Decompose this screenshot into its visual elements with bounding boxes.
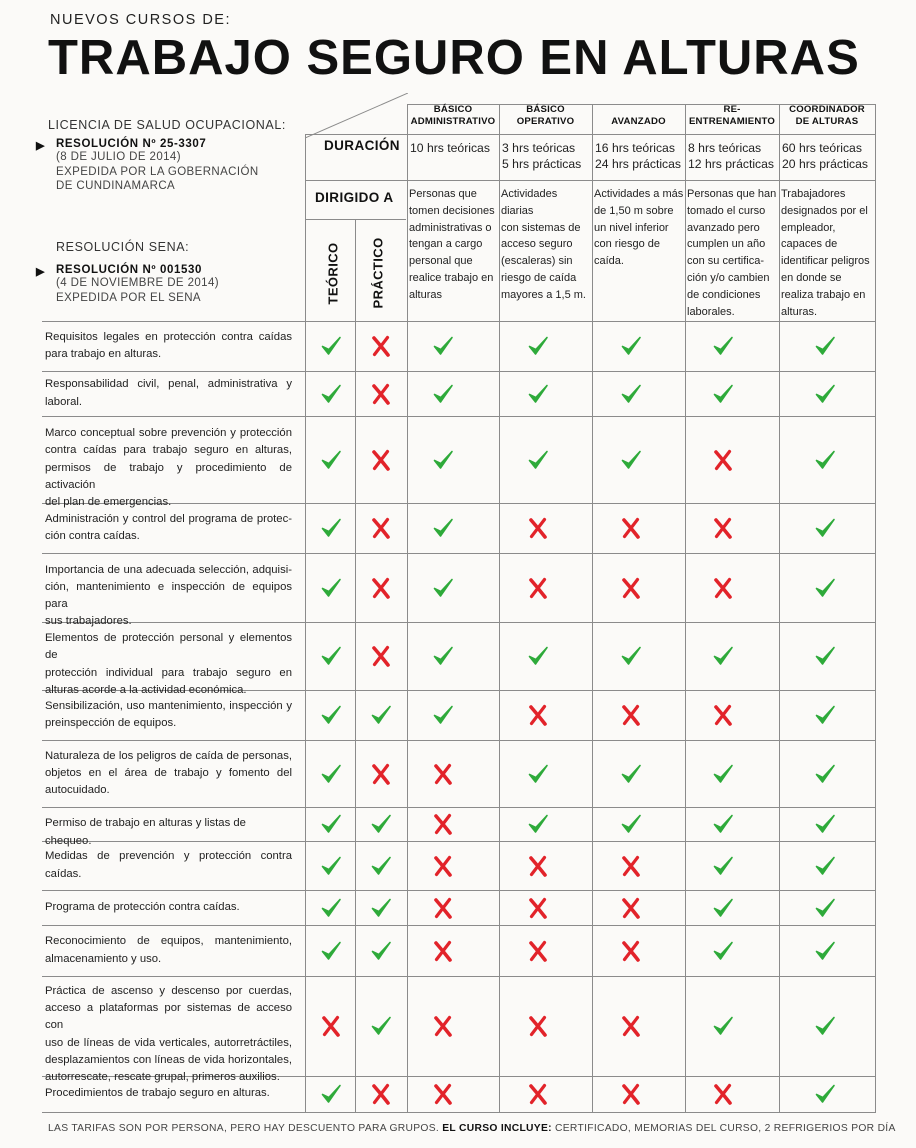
- triangle-right-icon: ▶: [36, 140, 46, 152]
- dirigido-line: mayores a 1,5 m.: [501, 288, 586, 301]
- dirigido-line: (escaleras) sin: [501, 255, 573, 268]
- check-icon: [370, 855, 392, 877]
- cross-icon: [370, 645, 392, 667]
- column-header-line2: DE ALTURAS: [795, 116, 859, 127]
- cross-icon: [432, 763, 454, 785]
- grid-hline: [42, 553, 876, 554]
- dirigido-line: en donde se: [781, 271, 842, 284]
- teorico-label: TEÓRICO: [325, 242, 341, 305]
- topic-line: autocuidado.: [45, 784, 110, 797]
- dirigido-line: Actividades a más: [594, 188, 684, 200]
- check-icon: [370, 704, 392, 726]
- check-icon: [370, 897, 392, 919]
- check-icon: [527, 383, 549, 405]
- check-icon: [814, 1015, 836, 1037]
- cross-icon: [432, 813, 454, 835]
- check-icon: [320, 449, 342, 471]
- check-icon: [814, 645, 836, 667]
- check-icon: [620, 335, 642, 357]
- column-header: [407, 104, 499, 134]
- topic-line: Administración y control del programa de protec-: [45, 512, 292, 525]
- footer-text: LAS TARIFAS SON POR PERSONA, PERO HAY DESCUENTO PARA GRUPOS.: [48, 1123, 440, 1134]
- dirigido-line: tengan a cargo: [409, 238, 483, 251]
- dirigido-cell: [781, 186, 874, 320]
- dirigido-line: avanzado pero: [687, 221, 760, 234]
- duration-cell: [410, 140, 498, 156]
- dirigido-line: designados por el: [781, 204, 868, 217]
- topic-line: Marco conceptual sobre prevención y protección: [45, 427, 292, 440]
- check-icon: [712, 1015, 734, 1037]
- dirigido-line: con riesgo de: [594, 238, 661, 251]
- duration-cell: [595, 140, 684, 172]
- topic-row-label: [45, 562, 292, 631]
- grid-hline: [42, 371, 876, 372]
- column-header-line1: BÁSICO: [526, 104, 565, 115]
- check-icon: [527, 813, 549, 835]
- cross-icon: [620, 517, 642, 539]
- duration-line1: 8 hrs teóricas: [688, 141, 762, 155]
- cross-icon: [712, 517, 734, 539]
- triangle-right-icon: ▶: [36, 266, 46, 278]
- grid-vline: [875, 104, 876, 1112]
- check-icon: [320, 704, 342, 726]
- column-header-line2: ADMINISTRATIVO: [410, 116, 496, 127]
- topic-line: alturas acorde a la actividad económica.: [45, 683, 247, 696]
- topic-line: Sensibilización, uso mantenimiento, inspección y: [45, 699, 292, 712]
- cross-icon: [370, 1083, 392, 1105]
- check-icon: [527, 335, 549, 357]
- cross-icon: [620, 897, 642, 919]
- cross-icon: [620, 577, 642, 599]
- topic-line: preinspección de equipos.: [45, 717, 177, 729]
- licencia-resolution-text: RESOLUCIÓN Nº 25-3307: [56, 138, 207, 150]
- check-icon: [814, 813, 836, 835]
- check-icon: [527, 449, 549, 471]
- duration-line2: 20 hrs prácticas: [782, 157, 869, 171]
- check-icon: [432, 645, 454, 667]
- column-header-line1: [592, 104, 685, 116]
- grid-vline: [305, 134, 306, 1112]
- check-icon: [370, 940, 392, 962]
- topic-line: Reconocimiento de equipos, mantenimiento,: [45, 935, 292, 948]
- topic-row-label: [45, 848, 292, 882]
- topic-row-label: [45, 630, 292, 699]
- dirigido-line: Personas que: [409, 188, 477, 200]
- grid-hline: [42, 740, 876, 741]
- duration-line1: 10 hrs teóricas: [410, 141, 490, 155]
- dirigido-line: de condiciones: [687, 288, 761, 301]
- dirigido-cell: [501, 186, 591, 304]
- dirigido-line: tomen decisiones: [409, 204, 495, 217]
- check-icon: [814, 335, 836, 357]
- topic-line: uso de líneas de vida verticales, autorretráctiles,: [45, 1036, 292, 1049]
- cross-icon: [527, 577, 549, 599]
- footer-note: [48, 1123, 896, 1134]
- dirigido-line: ción y/o cambien: [687, 271, 770, 284]
- grid-hline: [42, 1112, 876, 1113]
- topic-row-label: [45, 376, 292, 410]
- check-icon: [527, 763, 549, 785]
- topic-line: Requisitos legales en protección contra caídas: [45, 330, 292, 343]
- check-icon: [814, 897, 836, 919]
- licencia-block: [36, 118, 286, 194]
- page-title: TRABAJO SEGURO EN ALTURAS: [48, 31, 860, 85]
- dirigido-line: Trabajadores: [781, 188, 846, 200]
- topic-row-label: [45, 698, 292, 732]
- dirigido-line: empleador,: [781, 221, 836, 234]
- grid-hline: [42, 976, 876, 977]
- check-icon: [320, 383, 342, 405]
- grid-hline: [42, 925, 876, 926]
- licencia-label: LICENCIA DE SALUD OCUPACIONAL:: [48, 118, 286, 132]
- dirigido-line: Personas que han: [687, 188, 777, 200]
- check-icon: [620, 383, 642, 405]
- practico-label: PRÁCTICO: [370, 237, 386, 309]
- duration-cell: [502, 140, 591, 172]
- column-header: [592, 104, 685, 134]
- dirigido-line: laborales.: [687, 305, 735, 318]
- topic-row-label: [45, 748, 292, 800]
- sena-label: RESOLUCIÓN SENA:: [56, 240, 190, 254]
- topic-line: autorrescate, rescate grupal, primeros auxilios.: [45, 1071, 280, 1084]
- check-icon: [712, 763, 734, 785]
- dirigido-line: acceso seguro: [501, 238, 573, 251]
- licencia-issuer-1: EXPEDIDA POR LA GOBERNACIÓN: [56, 165, 259, 178]
- cross-icon: [432, 897, 454, 919]
- duration-line2: 5 hrs prácticas: [502, 157, 582, 171]
- cross-icon: [370, 763, 392, 785]
- cross-icon: [620, 1083, 642, 1105]
- topic-line: ción contra caídas.: [45, 530, 140, 542]
- duration-line2: 24 hrs prácticas: [595, 157, 682, 171]
- grid-hline: [305, 134, 876, 135]
- cross-icon: [712, 1083, 734, 1105]
- cross-icon: [527, 897, 549, 919]
- topic-row-label: [45, 1085, 292, 1102]
- duracion-label: DURACIÓN: [324, 138, 400, 153]
- cross-icon: [370, 383, 392, 405]
- topic-row-label: [45, 425, 292, 511]
- topic-line: caídas.: [45, 867, 82, 880]
- cross-icon: [370, 335, 392, 357]
- check-icon: [432, 577, 454, 599]
- check-icon: [527, 645, 549, 667]
- topic-line: objetos en el área de trabajo y fomento del: [45, 766, 292, 779]
- check-icon: [320, 940, 342, 962]
- footer-rest: CERTIFICADO, MEMORIAS DEL CURSO, 2 REFRIGERIOS POR DÍA: [555, 1123, 896, 1134]
- duration-line1: 60 hrs teóricas: [782, 141, 862, 155]
- duration-cell: [782, 140, 874, 172]
- topic-line: protección individual para trabajo seguro en: [45, 666, 292, 679]
- check-icon: [370, 813, 392, 835]
- dirigido-line: alturas: [409, 288, 443, 301]
- check-icon: [712, 855, 734, 877]
- topic-line: Programa de protección contra caídas.: [45, 900, 240, 913]
- check-icon: [432, 517, 454, 539]
- check-icon: [320, 813, 342, 835]
- grid-vline: [779, 104, 780, 1112]
- check-icon: [432, 383, 454, 405]
- grid-hline: [42, 890, 876, 891]
- topic-line: contra caídas para trabajo seguro en alturas,: [45, 444, 292, 457]
- check-icon: [432, 449, 454, 471]
- column-header-line2: AVANZADO: [611, 116, 666, 127]
- sena-issuer: EXPEDIDA POR EL SENA: [56, 291, 201, 304]
- check-icon: [620, 763, 642, 785]
- grid-hline: [42, 807, 876, 808]
- cross-icon: [620, 704, 642, 726]
- dirigido-line: cumplen un año: [687, 238, 766, 251]
- check-icon: [712, 813, 734, 835]
- dirigido-line: riesgo de caída: [501, 271, 577, 284]
- topic-line: almacenamiento y uso.: [45, 952, 162, 965]
- grid-vline: [407, 104, 408, 1112]
- topic-line: Medidas de prevención y protección contra: [45, 850, 292, 863]
- dirigido-line: alturas.: [781, 305, 818, 318]
- check-icon: [712, 383, 734, 405]
- grid-vline: [685, 104, 686, 1112]
- cross-icon: [370, 517, 392, 539]
- topic-row-label: [45, 511, 292, 545]
- cross-icon: [527, 704, 549, 726]
- licencia-issuer-2: DE CUNDINAMARCA: [56, 180, 176, 192]
- check-icon: [620, 813, 642, 835]
- topic-row-label: [45, 815, 292, 849]
- grid-hline: [42, 321, 876, 322]
- topic-row-label: [45, 329, 292, 363]
- topic-line: desplazamientos con líneas de vida horizontales,: [45, 1053, 292, 1066]
- check-icon: [320, 763, 342, 785]
- cross-icon: [527, 517, 549, 539]
- column-header-line2: ENTRENAMIENTO: [688, 116, 776, 127]
- dirigido-line: Actividades diarias: [501, 188, 558, 217]
- cross-icon: [620, 1015, 642, 1037]
- dirigido-line: caída.: [594, 255, 624, 268]
- check-icon: [814, 763, 836, 785]
- topic-line: laboral.: [45, 395, 83, 408]
- duration-line1: 3 hrs teóricas: [502, 141, 576, 155]
- cross-icon: [432, 1015, 454, 1037]
- dirigido-line: administrativas o: [409, 221, 492, 234]
- check-icon: [620, 645, 642, 667]
- cross-icon: [432, 940, 454, 962]
- check-icon: [620, 449, 642, 471]
- check-icon: [432, 704, 454, 726]
- topic-line: Naturaleza de los peligros de caída de personas,: [45, 749, 292, 762]
- topic-line: Importancia de una adecuada selección, adquisi-: [45, 563, 292, 576]
- check-icon: [320, 897, 342, 919]
- check-icon: [712, 335, 734, 357]
- header-diagonal: [305, 93, 408, 138]
- check-icon: [712, 897, 734, 919]
- cross-icon: [712, 577, 734, 599]
- column-header-line2: OPERATIVO: [516, 116, 575, 127]
- licencia-date: (8 DE JULIO DE 2014): [56, 151, 181, 163]
- cross-icon: [432, 1083, 454, 1105]
- sena-resolution-text: RESOLUCIÓN Nº 001530: [56, 264, 202, 276]
- topic-line: Práctica de ascenso y descenso por cuerdas,: [45, 985, 292, 997]
- cross-icon: [370, 577, 392, 599]
- check-icon: [712, 940, 734, 962]
- check-icon: [814, 1083, 836, 1105]
- grid-vline: [355, 219, 356, 1112]
- dirigido-label: DIRIGIDO A: [315, 190, 394, 205]
- topic-line: Elementos de protección personal y elementos de: [45, 632, 292, 662]
- check-icon: [712, 645, 734, 667]
- cross-icon: [432, 855, 454, 877]
- check-icon: [320, 645, 342, 667]
- check-icon: [814, 704, 836, 726]
- cross-icon: [712, 704, 734, 726]
- topic-line: Responsabilidad civil, penal, administrativa y: [45, 378, 292, 391]
- dirigido-cell: [594, 186, 684, 270]
- duration-line2: 12 hrs prácticas: [688, 157, 775, 171]
- check-icon: [814, 517, 836, 539]
- topic-line: para trabajo en alturas.: [45, 348, 162, 360]
- check-icon: [814, 577, 836, 599]
- dirigido-line: con sistemas de: [501, 221, 581, 234]
- column-header: [499, 104, 592, 134]
- dirigido-line: capaces de: [781, 238, 838, 251]
- check-icon: [320, 1083, 342, 1105]
- check-icon: [320, 517, 342, 539]
- column-header: [779, 104, 875, 134]
- grid-vline: [592, 104, 593, 1112]
- topic-line: Procedimientos de trabajo seguro en alturas.: [45, 1087, 270, 1100]
- dirigido-line: de 1,50 m sobre: [594, 204, 674, 217]
- footer-bold: EL CURSO INCLUYE:: [442, 1123, 552, 1134]
- supertitle: NUEVOS CURSOS DE:: [50, 12, 231, 28]
- check-icon: [814, 449, 836, 471]
- cross-icon: [620, 855, 642, 877]
- column-header: [685, 104, 779, 134]
- sena-block: [36, 240, 219, 305]
- licencia-resolution: [36, 138, 286, 152]
- dirigido-line: personal que: [409, 255, 473, 268]
- cross-icon: [527, 855, 549, 877]
- cross-icon: [320, 1015, 342, 1037]
- cross-icon: [527, 1083, 549, 1105]
- dirigido-line: tomado el curso: [687, 204, 766, 217]
- topic-line: permisos de trabajo y procedimiento de activación: [45, 461, 292, 491]
- duration-cell: [688, 140, 778, 172]
- topic-line: del plan de emergencias.: [45, 495, 172, 508]
- topic-line: acceso a plataformas por sistemas de acceso con: [45, 1002, 292, 1032]
- topic-row-label: [45, 933, 292, 967]
- check-icon: [370, 1015, 392, 1037]
- check-icon: [432, 335, 454, 357]
- dirigido-line: realiza trabajo en: [781, 288, 866, 301]
- dirigido-cell: [687, 186, 778, 320]
- dirigido-cell: [409, 186, 498, 304]
- topic-row-label: [45, 899, 292, 916]
- cross-icon: [527, 1015, 549, 1037]
- grid-vline: [499, 104, 500, 1112]
- check-icon: [814, 383, 836, 405]
- topic-row-label: [45, 983, 292, 1086]
- dirigido-line: con su certifica-: [687, 255, 765, 268]
- grid-hline: [42, 416, 876, 417]
- column-header-line1: BÁSICO: [433, 104, 473, 115]
- duration-line1: 16 hrs teóricas: [595, 141, 675, 155]
- topic-line: sus trabajadores.: [45, 615, 132, 628]
- cross-icon: [712, 449, 734, 471]
- sena-resolution: [36, 264, 219, 278]
- check-icon: [320, 855, 342, 877]
- topic-line: Permiso de trabajo en alturas y listas de chequeo.: [45, 817, 246, 847]
- dirigido-line: un nivel inferior: [594, 221, 669, 234]
- grid-hline: [305, 180, 876, 181]
- dirigido-line: realice trabajo en: [409, 271, 494, 284]
- sena-date: (4 DE NOVIEMBRE DE 2014): [56, 277, 219, 289]
- cross-icon: [620, 940, 642, 962]
- topic-line: ción, mantenimiento e inspección de equipos para: [45, 580, 292, 611]
- check-icon: [814, 855, 836, 877]
- cross-icon: [527, 940, 549, 962]
- column-header-line1: COORDINADOR: [789, 104, 865, 115]
- cross-icon: [370, 449, 392, 471]
- dirigido-line: identificar peligros: [781, 255, 870, 268]
- check-icon: [814, 940, 836, 962]
- check-icon: [320, 335, 342, 357]
- column-header-line1: RE-: [723, 104, 741, 115]
- check-icon: [320, 577, 342, 599]
